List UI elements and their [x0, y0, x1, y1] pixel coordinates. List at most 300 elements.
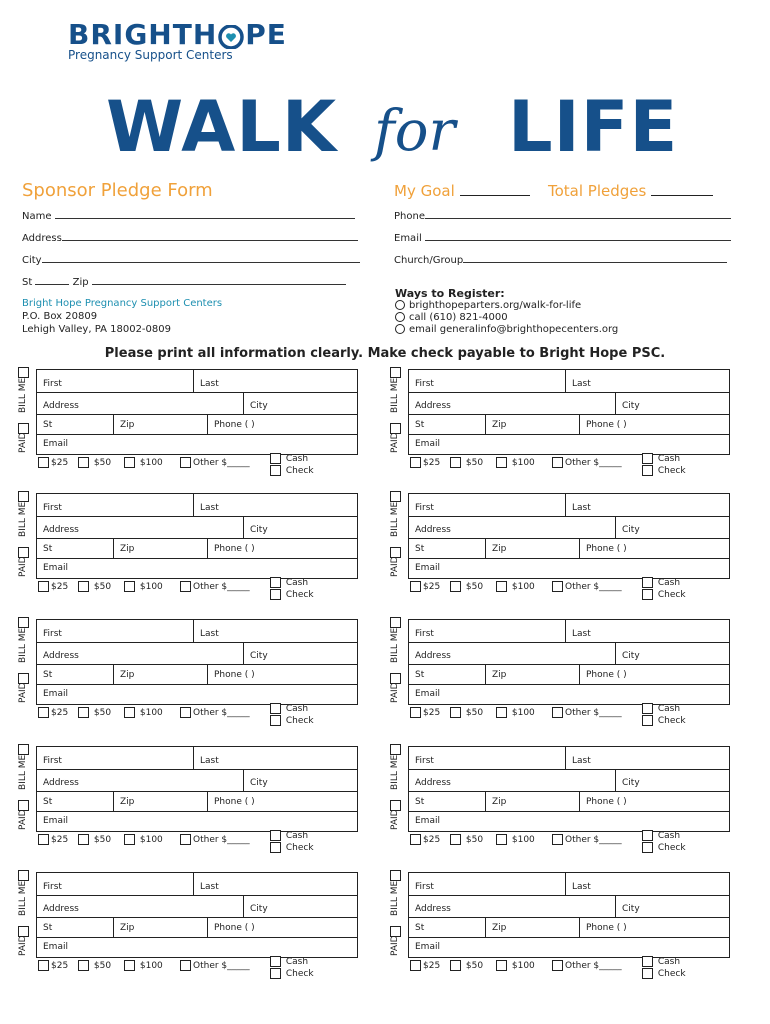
- cash-label: Cash: [657, 704, 681, 714]
- sponsor-info-grid: [408, 493, 730, 579]
- bill-me-checkbox[interactable]: [390, 870, 401, 881]
- amount-checkbox[interactable]: [124, 834, 135, 845]
- last-label: Last: [572, 503, 591, 513]
- amount-100[interactable]: [124, 834, 163, 845]
- bill-me-checkbox[interactable]: [18, 491, 29, 502]
- amount-checkbox[interactable]: [450, 960, 461, 971]
- cash-checkbox[interactable]: [270, 703, 281, 714]
- paid-label: PAID: [390, 556, 400, 577]
- last-name-cell[interactable]: [565, 620, 591, 642]
- address-label: Address: [415, 525, 451, 535]
- pledge-block: [372, 491, 744, 603]
- amount-25[interactable]: [38, 834, 68, 845]
- phone-label: Phone ( ): [214, 544, 255, 554]
- st-label: St: [415, 670, 425, 680]
- phone-cell[interactable]: [207, 917, 255, 937]
- amount-50[interactable]: [450, 581, 483, 592]
- pledge-block: [0, 491, 372, 603]
- cash-label: Cash: [285, 454, 309, 464]
- last-name-cell[interactable]: [193, 873, 219, 895]
- pledge-block: [372, 617, 744, 729]
- zip-label: Zip: [492, 797, 507, 807]
- last-label: Last: [200, 629, 219, 639]
- phone-label: Phone ( ): [214, 797, 255, 807]
- amount-100[interactable]: [124, 457, 163, 468]
- amount-50[interactable]: [78, 960, 111, 971]
- amount-checkbox[interactable]: [552, 960, 563, 971]
- amount-other[interactable]: [552, 457, 622, 468]
- email-row[interactable]: [409, 684, 729, 704]
- last-name-cell[interactable]: [193, 747, 219, 769]
- st-label: St: [415, 544, 425, 554]
- ways-item: call (610) 821-4000: [409, 312, 508, 323]
- cash-checkbox[interactable]: [270, 830, 281, 841]
- city-cell[interactable]: [615, 642, 640, 664]
- amount-other[interactable]: [552, 960, 622, 971]
- amount-checkbox[interactable]: [124, 707, 135, 718]
- city-label: City: [622, 904, 640, 914]
- st-zip-phone-row: [37, 414, 357, 435]
- amount-checkbox[interactable]: [410, 581, 421, 592]
- logo-bright: BRIGHT: [68, 18, 193, 51]
- email-label: Email: [415, 689, 440, 699]
- zip-cell[interactable]: [485, 791, 507, 811]
- amount-25[interactable]: [38, 707, 68, 718]
- city-label: City: [622, 651, 640, 661]
- zip-cell[interactable]: [485, 917, 507, 937]
- amount-checkbox[interactable]: [552, 707, 563, 718]
- phone-label: Phone: [394, 211, 425, 222]
- last-name-cell[interactable]: [565, 873, 591, 895]
- name-row: [409, 873, 729, 896]
- name-row: [37, 370, 357, 393]
- amount-checkbox[interactable]: [180, 707, 191, 718]
- phone-cell[interactable]: [207, 538, 255, 558]
- amount-25[interactable]: [38, 960, 68, 971]
- cash-checkbox[interactable]: [270, 453, 281, 464]
- st-label: St: [43, 670, 53, 680]
- phone-cell[interactable]: [207, 664, 255, 684]
- bill-me-checkbox[interactable]: [18, 617, 29, 628]
- paid-label: PAID: [18, 556, 28, 577]
- amount-25[interactable]: [38, 581, 68, 592]
- check-option[interactable]: [270, 968, 314, 979]
- check-option[interactable]: [642, 968, 686, 979]
- email-label: Email: [415, 563, 440, 573]
- circle-icon: [395, 300, 405, 310]
- amount-checkbox[interactable]: [450, 834, 461, 845]
- name-row: [409, 370, 729, 393]
- st-label: St: [22, 277, 33, 288]
- zip-label: Zip: [120, 797, 135, 807]
- amount-label: $25: [423, 458, 441, 468]
- amount-label: $50: [465, 582, 484, 592]
- sponsor-info-grid: [36, 746, 358, 832]
- total-pledges[interactable]: [548, 182, 713, 200]
- st-label: St: [43, 923, 53, 933]
- my-goal-label: My Goal: [394, 182, 455, 200]
- address-row: [409, 642, 729, 665]
- amount-other[interactable]: [180, 707, 250, 718]
- first-label: First: [43, 629, 62, 639]
- check-checkbox[interactable]: [642, 589, 653, 600]
- title-life: LIFE: [508, 86, 679, 168]
- pledge-block: [0, 870, 372, 982]
- cash-checkbox[interactable]: [270, 577, 281, 588]
- city-cell[interactable]: [243, 642, 268, 664]
- email-row[interactable]: [409, 558, 729, 578]
- email-label: Email: [43, 689, 68, 699]
- amount-checkbox[interactable]: [180, 960, 191, 971]
- address-field[interactable]: [22, 230, 358, 244]
- email-field[interactable]: [394, 230, 731, 244]
- check-label: Check: [657, 466, 686, 476]
- church-field[interactable]: [394, 252, 727, 266]
- amount-100[interactable]: [124, 960, 163, 971]
- amount-50[interactable]: [78, 581, 111, 592]
- check-option[interactable]: [642, 715, 686, 726]
- bill-me-checkbox[interactable]: [390, 744, 401, 755]
- bill-me-checkbox[interactable]: [18, 744, 29, 755]
- paid-label: PAID: [18, 682, 28, 703]
- check-option[interactable]: [270, 715, 314, 726]
- amount-50[interactable]: [450, 707, 483, 718]
- zip-cell[interactable]: [485, 664, 507, 684]
- phone-cell[interactable]: [579, 791, 627, 811]
- check-label: Check: [657, 590, 686, 600]
- amount-checkbox[interactable]: [78, 707, 89, 718]
- city-cell[interactable]: [243, 392, 268, 414]
- city-label: City: [22, 255, 42, 266]
- title-for: for: [374, 99, 456, 164]
- amount-25[interactable]: [410, 834, 440, 845]
- email-row[interactable]: [37, 811, 357, 831]
- check-option[interactable]: [270, 589, 314, 600]
- amount-checkbox[interactable]: [496, 707, 507, 718]
- title-walk: WALK: [106, 86, 338, 168]
- sponsor-info-grid: [408, 619, 730, 705]
- check-option[interactable]: [642, 589, 686, 600]
- amount-checkbox[interactable]: [496, 834, 507, 845]
- phone-cell[interactable]: [579, 414, 627, 434]
- amount-checkbox[interactable]: [496, 457, 507, 468]
- amount-100[interactable]: [496, 707, 535, 718]
- cash-option[interactable]: [642, 956, 680, 967]
- check-checkbox[interactable]: [270, 465, 281, 476]
- amount-100[interactable]: [496, 960, 535, 971]
- phone-label: Phone ( ): [214, 923, 255, 933]
- brighthope-logo: [68, 18, 287, 51]
- first-label: First: [43, 379, 62, 389]
- city-label: City: [250, 904, 268, 914]
- amount-checkbox[interactable]: [78, 834, 89, 845]
- phone-cell[interactable]: [207, 414, 255, 434]
- amount-checkbox[interactable]: [180, 834, 191, 845]
- city-cell[interactable]: [615, 392, 640, 414]
- cash-option[interactable]: [270, 703, 308, 714]
- church-label: Church/Group: [394, 255, 464, 266]
- mail-city: Lehigh Valley, PA 18002-0809: [22, 324, 171, 335]
- amount-checkbox[interactable]: [124, 581, 135, 592]
- cash-option[interactable]: [642, 703, 680, 714]
- amount-checkbox[interactable]: [78, 457, 89, 468]
- amount-50[interactable]: [450, 834, 483, 845]
- bill-me-label: BILL ME: [18, 501, 28, 537]
- city-cell[interactable]: [243, 895, 268, 917]
- amount-checkbox[interactable]: [410, 457, 421, 468]
- amount-50[interactable]: [450, 960, 483, 971]
- bill-me-checkbox[interactable]: [390, 617, 401, 628]
- amount-50[interactable]: [78, 457, 111, 468]
- phone-cell[interactable]: [579, 664, 627, 684]
- phone-cell[interactable]: [207, 791, 255, 811]
- first-label: First: [43, 756, 62, 766]
- cash-option[interactable]: [270, 830, 308, 841]
- address-label: Address: [22, 233, 62, 244]
- check-checkbox[interactable]: [270, 842, 281, 853]
- amount-other[interactable]: [552, 707, 622, 718]
- amount-25[interactable]: [38, 457, 68, 468]
- last-name-cell[interactable]: [193, 620, 219, 642]
- amount-checkbox[interactable]: [38, 960, 49, 971]
- amount-checkbox[interactable]: [124, 960, 135, 971]
- check-checkbox[interactable]: [642, 465, 653, 476]
- cash-checkbox[interactable]: [642, 956, 653, 967]
- amount-label: Other $_____: [193, 458, 250, 468]
- zip-cell[interactable]: [113, 664, 135, 684]
- amount-checkbox[interactable]: [450, 457, 461, 468]
- amount-25[interactable]: [410, 581, 440, 592]
- cash-checkbox[interactable]: [642, 453, 653, 464]
- zip-cell[interactable]: [485, 538, 507, 558]
- st-label: St: [415, 797, 425, 807]
- amount-label: $100: [511, 961, 535, 971]
- city-cell[interactable]: [243, 769, 268, 791]
- amount-100[interactable]: [496, 834, 535, 845]
- bill-me-checkbox[interactable]: [390, 491, 401, 502]
- amount-checkbox[interactable]: [38, 834, 49, 845]
- zip-cell[interactable]: [113, 538, 135, 558]
- check-checkbox[interactable]: [642, 842, 653, 853]
- amount-50[interactable]: [450, 457, 483, 468]
- cash-checkbox[interactable]: [642, 703, 653, 714]
- phone-cell[interactable]: [579, 538, 627, 558]
- city-cell[interactable]: [615, 895, 640, 917]
- first-label: First: [415, 379, 434, 389]
- email-label: Email: [394, 233, 422, 244]
- last-name-cell[interactable]: [193, 494, 219, 516]
- cash-option[interactable]: [270, 956, 308, 967]
- zip-cell[interactable]: [113, 917, 135, 937]
- check-option[interactable]: [642, 842, 686, 853]
- amount-label: Other $_____: [565, 835, 622, 845]
- amount-label: $25: [51, 458, 69, 468]
- amount-checkbox[interactable]: [410, 834, 421, 845]
- amount-100[interactable]: [496, 581, 535, 592]
- st-zip-phone-row: [409, 664, 729, 685]
- check-label: Check: [285, 843, 314, 853]
- address-row: [37, 769, 357, 792]
- amount-50[interactable]: [78, 834, 111, 845]
- name-row: [409, 620, 729, 643]
- amount-checkbox[interactable]: [124, 457, 135, 468]
- amount-other[interactable]: [180, 457, 250, 468]
- amount-checkbox[interactable]: [180, 581, 191, 592]
- last-name-cell[interactable]: [565, 747, 591, 769]
- last-name-cell[interactable]: [565, 494, 591, 516]
- cash-label: Cash: [657, 578, 681, 588]
- amount-checkbox[interactable]: [410, 960, 421, 971]
- bill-me-label: BILL ME: [390, 501, 400, 537]
- amount-checkbox[interactable]: [38, 457, 49, 468]
- cash-option[interactable]: [642, 577, 680, 588]
- amount-checkbox[interactable]: [38, 581, 49, 592]
- amount-label: $25: [423, 708, 441, 718]
- check-checkbox[interactable]: [642, 968, 653, 979]
- email-row[interactable]: [409, 937, 729, 957]
- st-zip-field[interactable]: [22, 274, 346, 288]
- st-zip-phone-row: [409, 538, 729, 559]
- mail-org: Bright Hope Pregnancy Support Centers: [22, 298, 223, 309]
- check-checkbox[interactable]: [270, 968, 281, 979]
- cash-label: Cash: [657, 454, 681, 464]
- amount-other[interactable]: [180, 960, 250, 971]
- last-name-cell[interactable]: [193, 370, 219, 392]
- cash-option[interactable]: [642, 453, 680, 464]
- cash-option[interactable]: [270, 577, 308, 588]
- address-row: [409, 769, 729, 792]
- phone-cell[interactable]: [579, 917, 627, 937]
- total-pledges-label: Total Pledges: [548, 182, 647, 200]
- sponsor-info-grid: [408, 746, 730, 832]
- check-label: Check: [285, 969, 314, 979]
- sponsor-info-grid: [36, 493, 358, 579]
- last-label: Last: [200, 379, 219, 389]
- check-checkbox[interactable]: [270, 715, 281, 726]
- check-option[interactable]: [270, 842, 314, 853]
- amount-other[interactable]: [552, 581, 622, 592]
- sponsor-info-grid: [36, 872, 358, 958]
- cash-option[interactable]: [642, 830, 680, 841]
- email-row[interactable]: [37, 558, 357, 578]
- email-row[interactable]: [37, 434, 357, 454]
- zip-cell[interactable]: [113, 414, 135, 434]
- amount-100[interactable]: [124, 581, 163, 592]
- zip-cell[interactable]: [113, 791, 135, 811]
- amount-100[interactable]: [124, 707, 163, 718]
- email-row[interactable]: [37, 937, 357, 957]
- bill-me-checkbox[interactable]: [390, 367, 401, 378]
- email-label: Email: [43, 439, 68, 449]
- my-goal[interactable]: [394, 182, 530, 200]
- last-name-cell[interactable]: [565, 370, 591, 392]
- amount-100[interactable]: [496, 457, 535, 468]
- email-label: Email: [415, 816, 440, 826]
- check-checkbox[interactable]: [642, 715, 653, 726]
- cash-checkbox[interactable]: [642, 577, 653, 588]
- pledge-block: [372, 870, 744, 982]
- circle-icon: [395, 324, 405, 334]
- bill-me-label: BILL ME: [390, 754, 400, 790]
- city-cell[interactable]: [615, 516, 640, 538]
- amount-checkbox[interactable]: [450, 707, 461, 718]
- name-field[interactable]: [22, 208, 355, 222]
- city-label: City: [622, 525, 640, 535]
- last-label: Last: [572, 629, 591, 639]
- amount-other[interactable]: [180, 581, 250, 592]
- amount-other[interactable]: [180, 834, 250, 845]
- paid-label: PAID: [18, 809, 28, 830]
- amount-checkbox[interactable]: [552, 834, 563, 845]
- amount-checkbox[interactable]: [552, 581, 563, 592]
- amount-label: $25: [51, 582, 69, 592]
- amount-checkbox[interactable]: [496, 960, 507, 971]
- bill-me-label: BILL ME: [390, 627, 400, 663]
- city-label: City: [250, 401, 268, 411]
- amount-checkbox[interactable]: [496, 581, 507, 592]
- phone-label: Phone ( ): [214, 670, 255, 680]
- amount-other[interactable]: [552, 834, 622, 845]
- amount-25[interactable]: [410, 707, 440, 718]
- cash-checkbox[interactable]: [270, 956, 281, 967]
- address-row: [409, 392, 729, 415]
- amount-25[interactable]: [410, 960, 440, 971]
- cash-checkbox[interactable]: [642, 830, 653, 841]
- amount-label: Other $_____: [565, 582, 622, 592]
- address-row: [37, 392, 357, 415]
- email-row[interactable]: [37, 684, 357, 704]
- check-checkbox[interactable]: [270, 589, 281, 600]
- cash-option[interactable]: [270, 453, 308, 464]
- email-row[interactable]: [409, 434, 729, 454]
- amount-label: $25: [51, 708, 69, 718]
- amount-checkbox[interactable]: [552, 457, 563, 468]
- phone-label: Phone ( ): [214, 420, 255, 430]
- amount-label: $50: [93, 708, 112, 718]
- zip-label: Zip: [72, 277, 89, 288]
- first-label: First: [43, 503, 62, 513]
- city-label: City: [250, 778, 268, 788]
- amount-checkbox[interactable]: [180, 457, 191, 468]
- city-field[interactable]: [22, 252, 360, 266]
- city-cell[interactable]: [615, 769, 640, 791]
- check-option[interactable]: [270, 465, 314, 476]
- pledge-block: [0, 744, 372, 856]
- amount-50[interactable]: [78, 707, 111, 718]
- amount-checkbox[interactable]: [410, 707, 421, 718]
- cash-label: Cash: [285, 831, 309, 841]
- amount-label: $100: [139, 835, 163, 845]
- amount-checkbox[interactable]: [450, 581, 461, 592]
- paid-label: PAID: [390, 682, 400, 703]
- city-cell[interactable]: [243, 516, 268, 538]
- bill-me-checkbox[interactable]: [18, 870, 29, 881]
- amount-25[interactable]: [410, 457, 440, 468]
- address-row: [37, 642, 357, 665]
- phone-label: Phone ( ): [586, 670, 627, 680]
- amount-checkbox[interactable]: [38, 707, 49, 718]
- phone-field[interactable]: [394, 208, 731, 222]
- check-option[interactable]: [642, 465, 686, 476]
- amount-checkbox[interactable]: [78, 581, 89, 592]
- email-row[interactable]: [409, 811, 729, 831]
- zip-cell[interactable]: [485, 414, 507, 434]
- amount-label: $50: [93, 582, 112, 592]
- sponsor-info-grid: [36, 619, 358, 705]
- amount-checkbox[interactable]: [78, 960, 89, 971]
- bill-me-checkbox[interactable]: [18, 367, 29, 378]
- bill-me-label: BILL ME: [18, 377, 28, 413]
